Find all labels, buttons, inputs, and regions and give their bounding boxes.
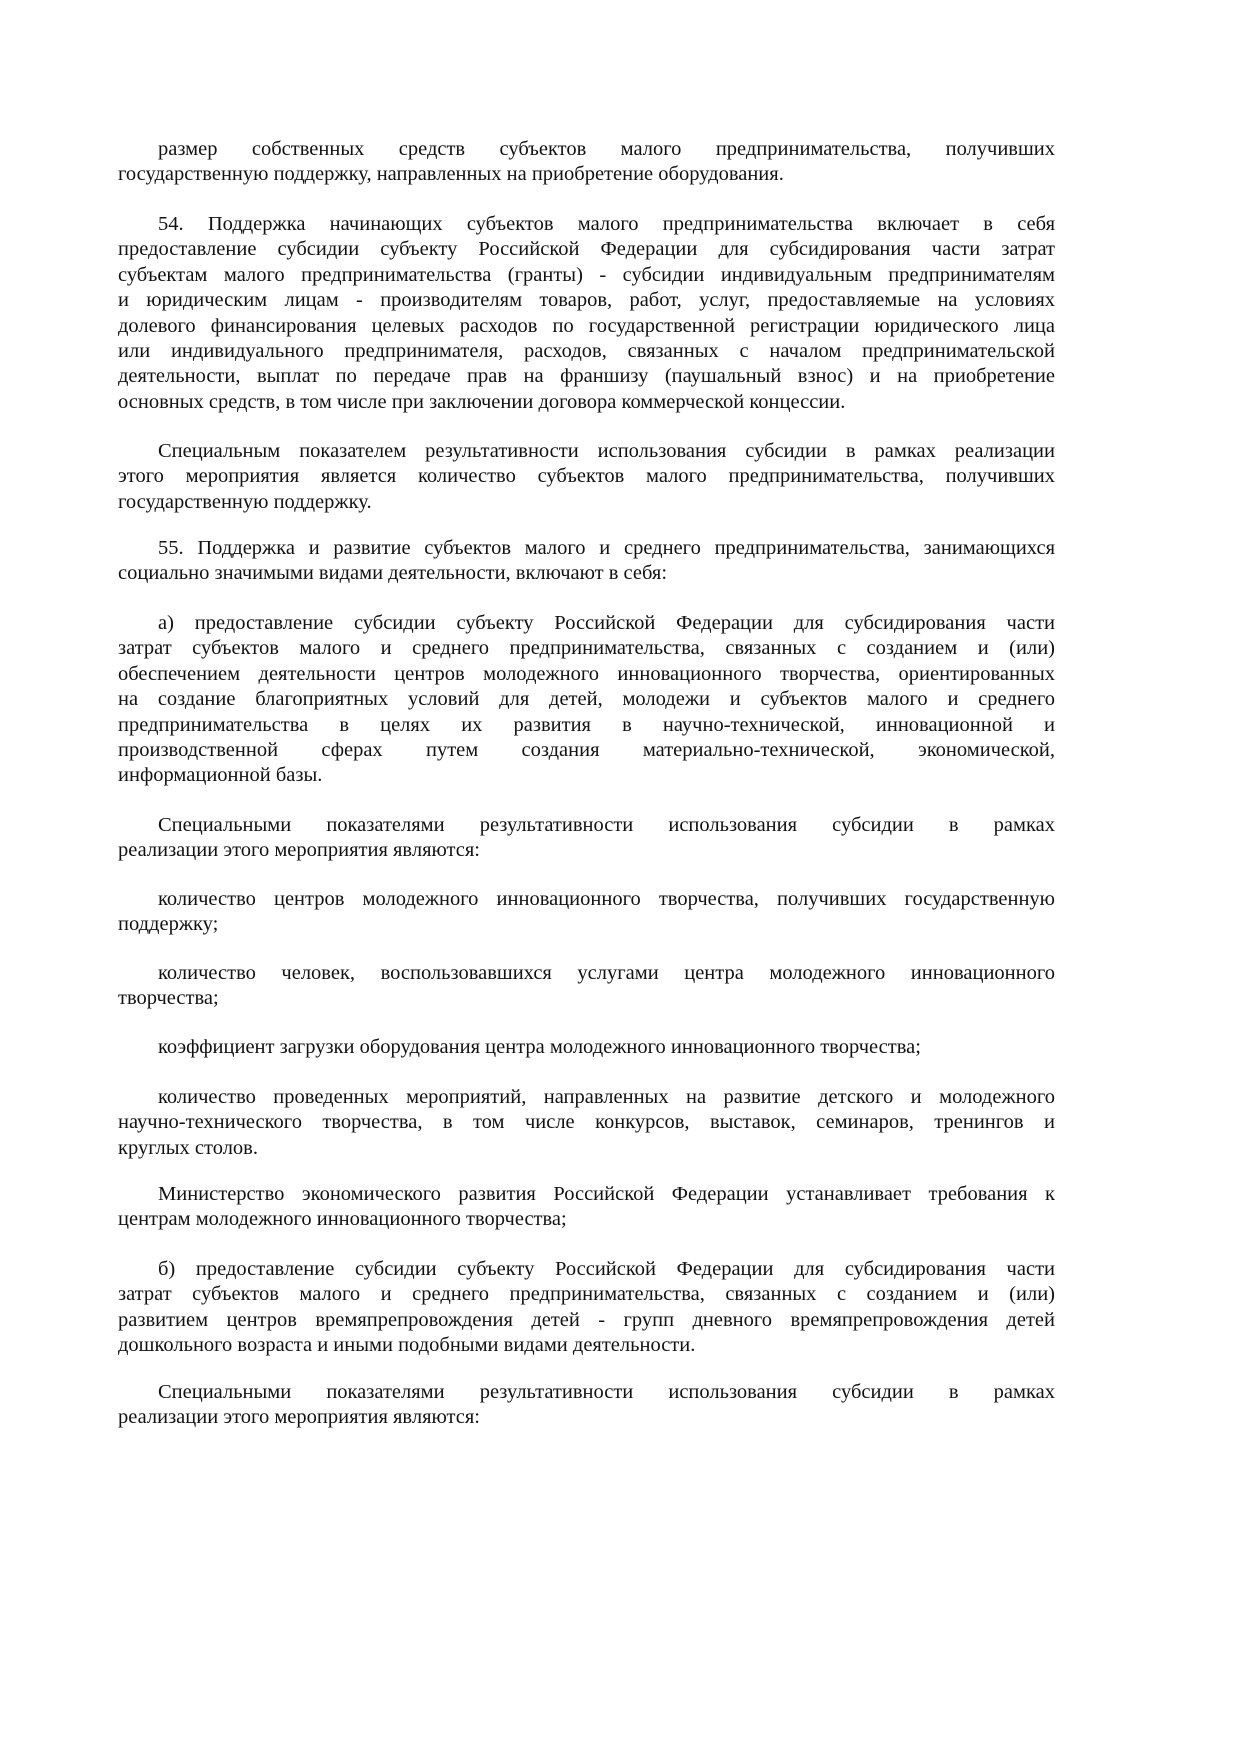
text-line: информационной базы.: [118, 764, 323, 787]
text-line: государственную поддержку, направленных на приобретение оборудования.: [118, 163, 784, 186]
text-line: предпринимательства в целях их развития в научно-технической, инновационной и: [118, 713, 1055, 736]
text-line: количество центров молодежного инновационного творчества, получивших государственную: [158, 888, 1055, 910]
text-line: количество проведенных мероприятий, направленных на развитие детского и молодежного: [158, 1086, 1055, 1108]
text-line: 55. Поддержка и развитие субъектов малого и среднего предпринимательства, занимающихся: [158, 537, 1055, 559]
text-line: затрат субъектов малого и среднего предпринимательства, связанных с созданием и (или): [118, 1283, 1055, 1306]
text-line: творчества;: [118, 987, 219, 1010]
paragraph: [118, 611, 1055, 789]
text-line: Специальными показателями результативности использования субсидии в рамках: [158, 1381, 1055, 1403]
paragraph: [118, 813, 1055, 864]
text-line: или индивидуального предпринимателя, расходов, связанных с началом предпринимательской: [118, 339, 1055, 362]
text-line: б) предоставление субсидии субъекту Российской Федерации для субсидирования части: [158, 1258, 1055, 1280]
paragraph: [118, 961, 1055, 1012]
paragraph: [118, 212, 1055, 415]
text-line: реализации этого мероприятия являются:: [118, 1406, 480, 1429]
paragraph: [118, 1035, 1055, 1060]
text-line: Специальными показателями результативности использования субсидии в рамках: [158, 814, 1055, 836]
paragraph: [118, 439, 1055, 515]
text-line: субъектам малого предпринимательства (гранты) - субсидии индивидуальным предпринимателям: [118, 263, 1055, 286]
paragraph: [118, 1380, 1055, 1431]
text-line: количество человек, воспользовавшихся услугами центра молодежного инновационного: [158, 962, 1055, 984]
paragraph: [118, 887, 1055, 938]
text-line: поддержку;: [118, 913, 219, 936]
text-line: и юридическим лицам - производителям товаров, работ, услуг, предоставляемые на условиях: [118, 289, 1055, 312]
text-line: основных средств, в том числе при заключении договора коммерческой концессии.: [118, 390, 846, 413]
paragraph: [118, 1085, 1055, 1161]
text-line: обеспечением деятельности центров молодежного инновационного творчества, ориентированных: [118, 662, 1055, 685]
text-line: государственную поддержку.: [118, 490, 372, 513]
text-line: Специальным показателем результативности использования субсидии в рамках реализации: [158, 440, 1055, 462]
text-line: предоставление субсидии субъекту Российской Федерации для субсидирования части затрат: [118, 238, 1055, 261]
paragraph: [118, 1182, 1055, 1233]
text-line: а) предоставление субсидии субъекту Российской Федерации для субсидирования части: [158, 612, 1055, 634]
text-line: долевого финансирования целевых расходов по государственной регистрации юридического лица: [118, 314, 1055, 337]
paragraph: [118, 536, 1055, 587]
text-line: научно-технического творчества, в том числе конкурсов, выставок, семинаров, тренингов и: [118, 1111, 1055, 1134]
text-line: круглых столов.: [118, 1136, 258, 1159]
text-line: размер собственных средств субъектов малого предпринимательства, получивших: [158, 138, 1055, 160]
paragraph: [118, 137, 1055, 188]
text-line: затрат субъектов малого и среднего предпринимательства, связанных с созданием и (или): [118, 637, 1055, 660]
paragraph: [118, 1257, 1055, 1359]
text-line: 54. Поддержка начинающих субъектов малого предпринимательства включает в себя: [158, 213, 1055, 235]
text-line: производственной сферах путем создания материально-технической, экономической,: [118, 738, 1055, 761]
text-line: Министерство экономического развития Российской Федерации устанавливает требования к: [158, 1183, 1055, 1205]
text-line: дошкольного возраста и иными подобными видами деятельности.: [118, 1334, 696, 1357]
text-line: этого мероприятия является количество субъектов малого предпринимательства, получивших: [118, 465, 1055, 488]
text-line: реализации этого мероприятия являются:: [118, 839, 480, 862]
text-line: развитием центров времяпрепровождения детей - групп дневного времяпрепровождения детей: [118, 1308, 1055, 1331]
text-line: деятельности, выплат по передаче прав на франшизу (паушальный взнос) и на приобретение: [118, 365, 1055, 388]
text-line: центрам молодежного инновационного творчества;: [118, 1208, 567, 1231]
text-line: на создание благоприятных условий для детей, молодежи и субъектов малого и среднего: [118, 688, 1055, 711]
text-line: коэффициент загрузки оборудования центра молодежного инновационного творчества;: [158, 1036, 921, 1058]
text-line: социально значимыми видами деятельности, включают в себя:: [118, 562, 668, 585]
